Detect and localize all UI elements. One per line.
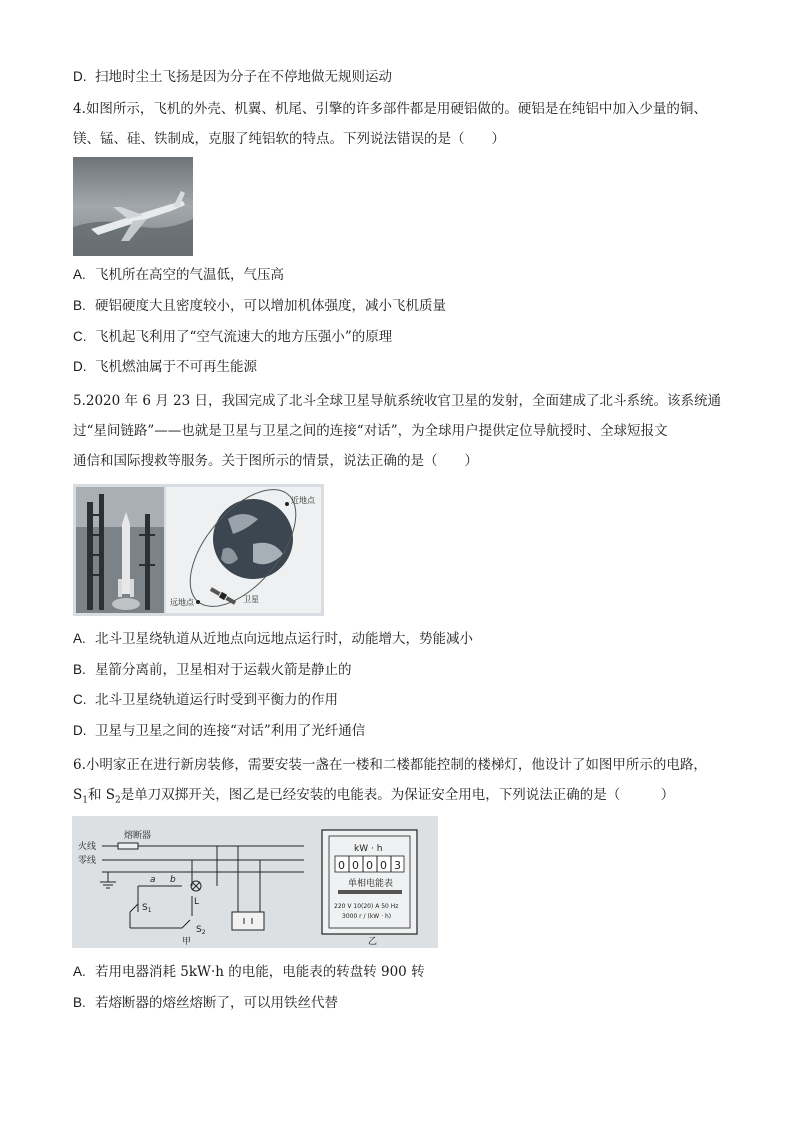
meter-digit: 0 <box>366 859 373 872</box>
meter-unit: kW · h <box>354 844 383 854</box>
live-wire-label: 火线 <box>78 842 97 852</box>
meter-spec-2: 3000 r / (kW · h) <box>342 913 392 920</box>
meter-digit: 0 <box>380 859 387 872</box>
q5-option-a <box>73 630 473 648</box>
option-key: B. <box>73 995 86 1010</box>
figure-jia-label: 甲 <box>182 937 192 947</box>
point-b-label: b <box>170 875 176 885</box>
q6-option-a <box>73 963 425 981</box>
option-text: 若熔断器的熔丝熔断了，可以用铁丝代替 <box>95 995 338 1011</box>
q5-option-d <box>73 722 365 740</box>
q5-stem-line-2: 过“星间链路”——也就是卫星与卫星之间的连接“对话”，为全球用户提供定位导航授时、全球短报文 <box>73 423 668 439</box>
option-text: 飞机起飞利用了“空气流速大的地方压强小”的原理 <box>95 329 393 345</box>
option-text: 北斗卫星绕轨道从近地点向远地点运行时，动能增大，势能减小 <box>95 631 473 647</box>
s1-symbol: S <box>73 787 83 803</box>
figure-yi-label: 乙 <box>368 937 378 947</box>
earth-icon <box>213 499 293 579</box>
switch-s1-label: $S_1$ <box>142 903 152 914</box>
q6-stem-line-1: 6.小明家正在进行新房装修，需要安装一盏在一楼和二楼都能控制的楼梯灯，他设计了如图甲所示的电路， <box>73 757 707 773</box>
meter-digit: 0 <box>338 859 345 872</box>
point-a-label: a <box>150 875 156 885</box>
option-key: C. <box>73 329 87 344</box>
airplane-photo <box>73 157 193 256</box>
option-text: 若用电器消耗 5kW·h 的电能，电能表的转盘转 900 转 <box>95 964 425 980</box>
q5-stem-line-3: 通信和国际搜救等服务。关于图所示的情景，说法正确的是（ ） <box>73 453 478 469</box>
q4-option-d <box>73 358 257 376</box>
neutral-wire-label: 零线 <box>78 856 97 866</box>
meter-digit: 3 <box>394 859 401 872</box>
q3-option-d <box>73 68 392 86</box>
option-text: 飞机燃油属于不可再生能源 <box>95 359 257 375</box>
perigee-label: 近地点 <box>291 496 315 505</box>
stem-and: 和 S <box>87 787 116 803</box>
option-key: A. <box>73 964 86 979</box>
q5-option-b <box>73 661 352 679</box>
q4-stem-line-1: 4.如图所示，飞机的外壳、机翼、机尾、引擎的许多部件都是用硬铝做的。硬铝是在纯铝中加入少量的铜、 <box>73 101 707 117</box>
q4-option-b <box>73 297 446 315</box>
option-key: C. <box>73 692 87 707</box>
option-text: 扫地时尘土飞扬是因为分子在不停地做无规则运动 <box>95 69 392 85</box>
q5-option-c <box>73 691 338 709</box>
q6-option-b <box>73 994 338 1012</box>
option-text: 星箭分离前，卫星相对于运载火箭是静止的 <box>95 662 352 678</box>
apogee-label: 远地点 <box>170 598 194 607</box>
option-text: 北斗卫星绕轨道运行时受到平衡力的作用 <box>95 692 338 708</box>
option-key: A. <box>73 267 86 282</box>
option-text: 硬铝硬度大且密度较小，可以增加机体强度，减小飞机质量 <box>95 298 446 314</box>
option-key: D. <box>73 69 87 84</box>
q5-stem-line-1: 5.2020 年 6 月 23 日，我国完成了北斗全球卫星导航系统收官卫星的发射，全面建成了北斗系统。该系统通 <box>73 393 721 409</box>
s2-subscript: 2 <box>115 795 121 806</box>
meter-name: 单相电能表 <box>348 879 394 889</box>
meter-digit: 0 <box>352 859 359 872</box>
option-key: B. <box>73 298 86 313</box>
meter-spec-1: 220 V 10(20) A 50 Hz <box>334 903 399 910</box>
option-text: 卫星与卫星之间的连接“对话”利用了光纤通信 <box>95 723 366 739</box>
fuse-label: 熔断器 <box>124 831 152 841</box>
lamp-label: L <box>194 897 200 907</box>
satellite-label: 卫星 <box>243 595 259 604</box>
option-key: B. <box>73 662 86 677</box>
option-key: A. <box>73 631 86 646</box>
circuit-figure <box>72 816 438 948</box>
s1-subscript: 1 <box>82 795 88 806</box>
satellite-figure <box>73 484 324 616</box>
switch-s2-label: $S_2$ <box>196 925 206 936</box>
q4-stem-line-2: 镁、锰、硅、铁制成，克服了纯铝软的特点。下列说法错误的是（ ） <box>73 131 505 147</box>
option-key: D. <box>73 359 87 374</box>
stem-rest: 是单刀双掷开关，图乙是已经安装的电能表。为保证安全用电，下列说法正确的是（ ） <box>120 787 675 803</box>
q4-option-c <box>73 328 392 346</box>
option-text: 飞机所在高空的气温低，气压高 <box>95 267 284 283</box>
option-key: D. <box>73 723 87 738</box>
q6-stem-line-2 <box>73 786 674 810</box>
q4-option-a <box>73 266 284 284</box>
